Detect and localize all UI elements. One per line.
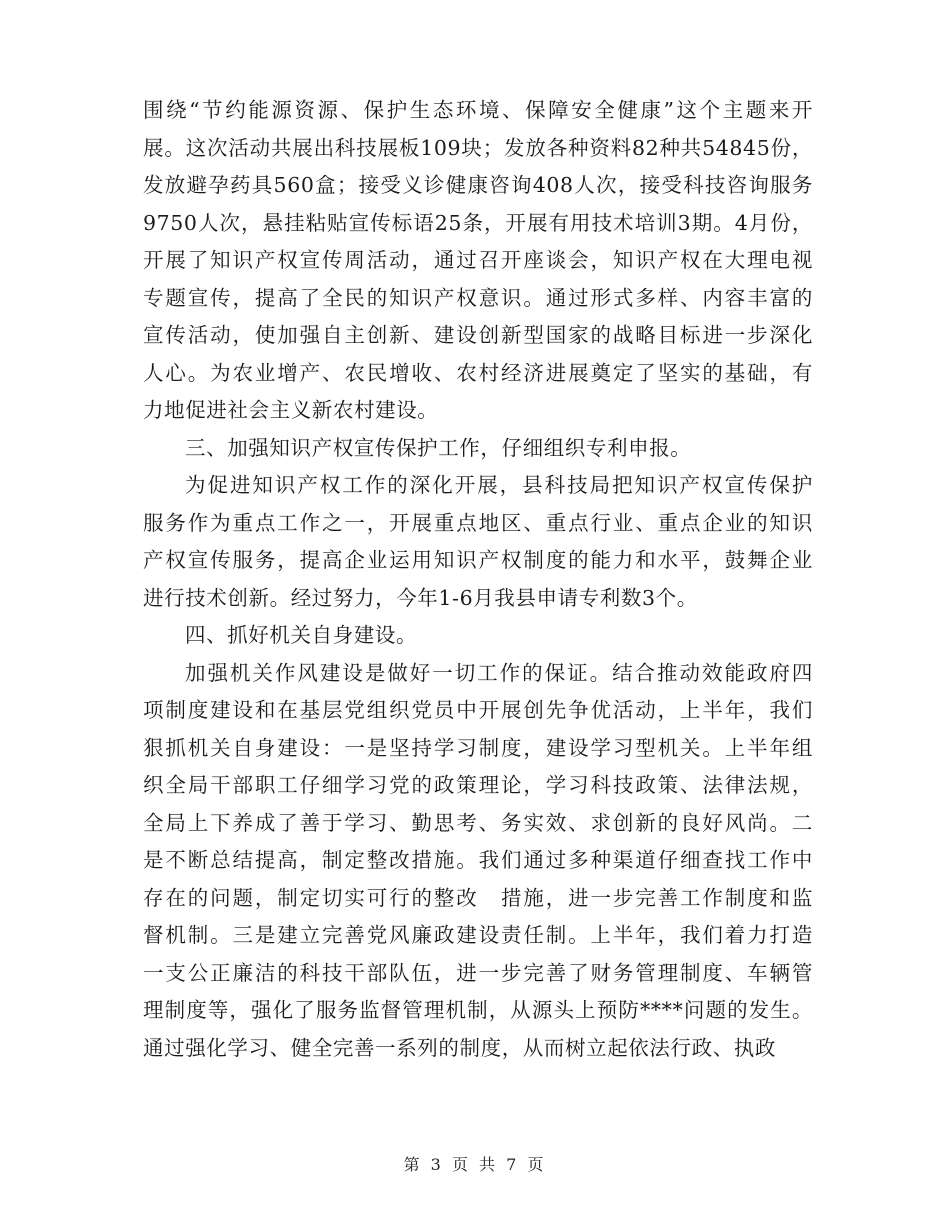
text-line: 理制度等，强化了服务监督管理机制，从源头上预防****问题的发生。 [143,998,813,1022]
text-line: 督机制。三是建立完善党风廉政建设责任制。上半年，我们着力打造 [143,923,813,947]
document-body [143,92,813,1067]
text-line: 服务作为重点工作之一，开展重点地区、重点行业、重点企业的知识 [143,510,813,535]
paragraph [143,92,813,430]
text-line: 织全局干部职工仔细学习党的政策理论，学习科技政策、法律法规， [143,773,813,797]
page-footer: 第 3 页 共 7 页 [403,1155,547,1174]
text-line: 通过强化学习、健全完善一系列的制度，从而树立起依法行政、执政 [143,1035,776,1060]
text-line: 围绕“节约能源资源、保护生态环境、保障安全健康”这个主题来开 [143,98,813,122]
text-line: 开展了知识产权宣传周活动，通过召开座谈会，知识产权在大理电视 [143,248,813,272]
paragraph [143,467,813,617]
text-line: 存在的问题，制定切实可行的整改 措施，进一步完善工作制度和监 [143,885,813,910]
text-line: 发放避孕药具560盒；接受义诊健康咨询408人次，接受科技咨询服务 [143,173,813,197]
text-line: 项制度建设和在基层党组织党员中开展创先争优活动，上半年，我们 [143,698,813,722]
text-line: 全局上下养成了善于学习、勤思考、务实效、求创新的良好风尚。二 [143,810,813,835]
text-line: 人心。为农业增产、农民增收、农村经济进展奠定了坚实的基础，有 [143,360,813,385]
paragraph [143,430,813,468]
paragraph [143,617,813,655]
text-line: 四、抓好机关自身建设。 [185,623,418,647]
text-line: 是不断总结提高，制定整改措施。我们通过多种渠道仔细查找工作中 [143,848,813,872]
text-line: 宣传活动，使加强自主创新、建设创新型国家的战略目标进一步深化 [143,323,813,347]
text-line: 9750人次，悬挂粘贴宣传标语25条，开展有用技术培训3期。4月份， [143,210,813,235]
paragraph [143,655,813,1068]
text-line: 为促进知识产权工作的深化开展，县科技局把知识产权宣传保护 [185,473,813,497]
text-line: 一支公正廉洁的科技干部队伍，进一步完善了财务管理制度、车辆管 [143,960,813,985]
text-line: 展。这次活动共展出科技展板109块；发放各种资料82种共54845份， [143,135,813,160]
text-line: 三、加强知识产权宣传保护工作，仔细组织专利申报。 [185,435,692,460]
text-line: 狠抓机关自身建设：一是坚持学习制度，建设学习型机关。上半年组 [143,735,813,760]
text-line: 产权宣传服务，提高企业运用知识产权制度的能力和水平，鼓舞企业 [143,548,813,572]
text-line: 力地促进社会主义新农村建设。 [143,398,439,422]
text-line: 进行技术创新。经过努力，今年1-6月我县申请专利数3个。 [143,585,698,610]
text-line: 加强机关作风建设是做好一切工作的保证。结合推动效能政府四 [185,660,813,685]
text-line: 专题宣传，提高了全民的知识产权意识。通过形式多样、内容丰富的 [143,285,813,310]
